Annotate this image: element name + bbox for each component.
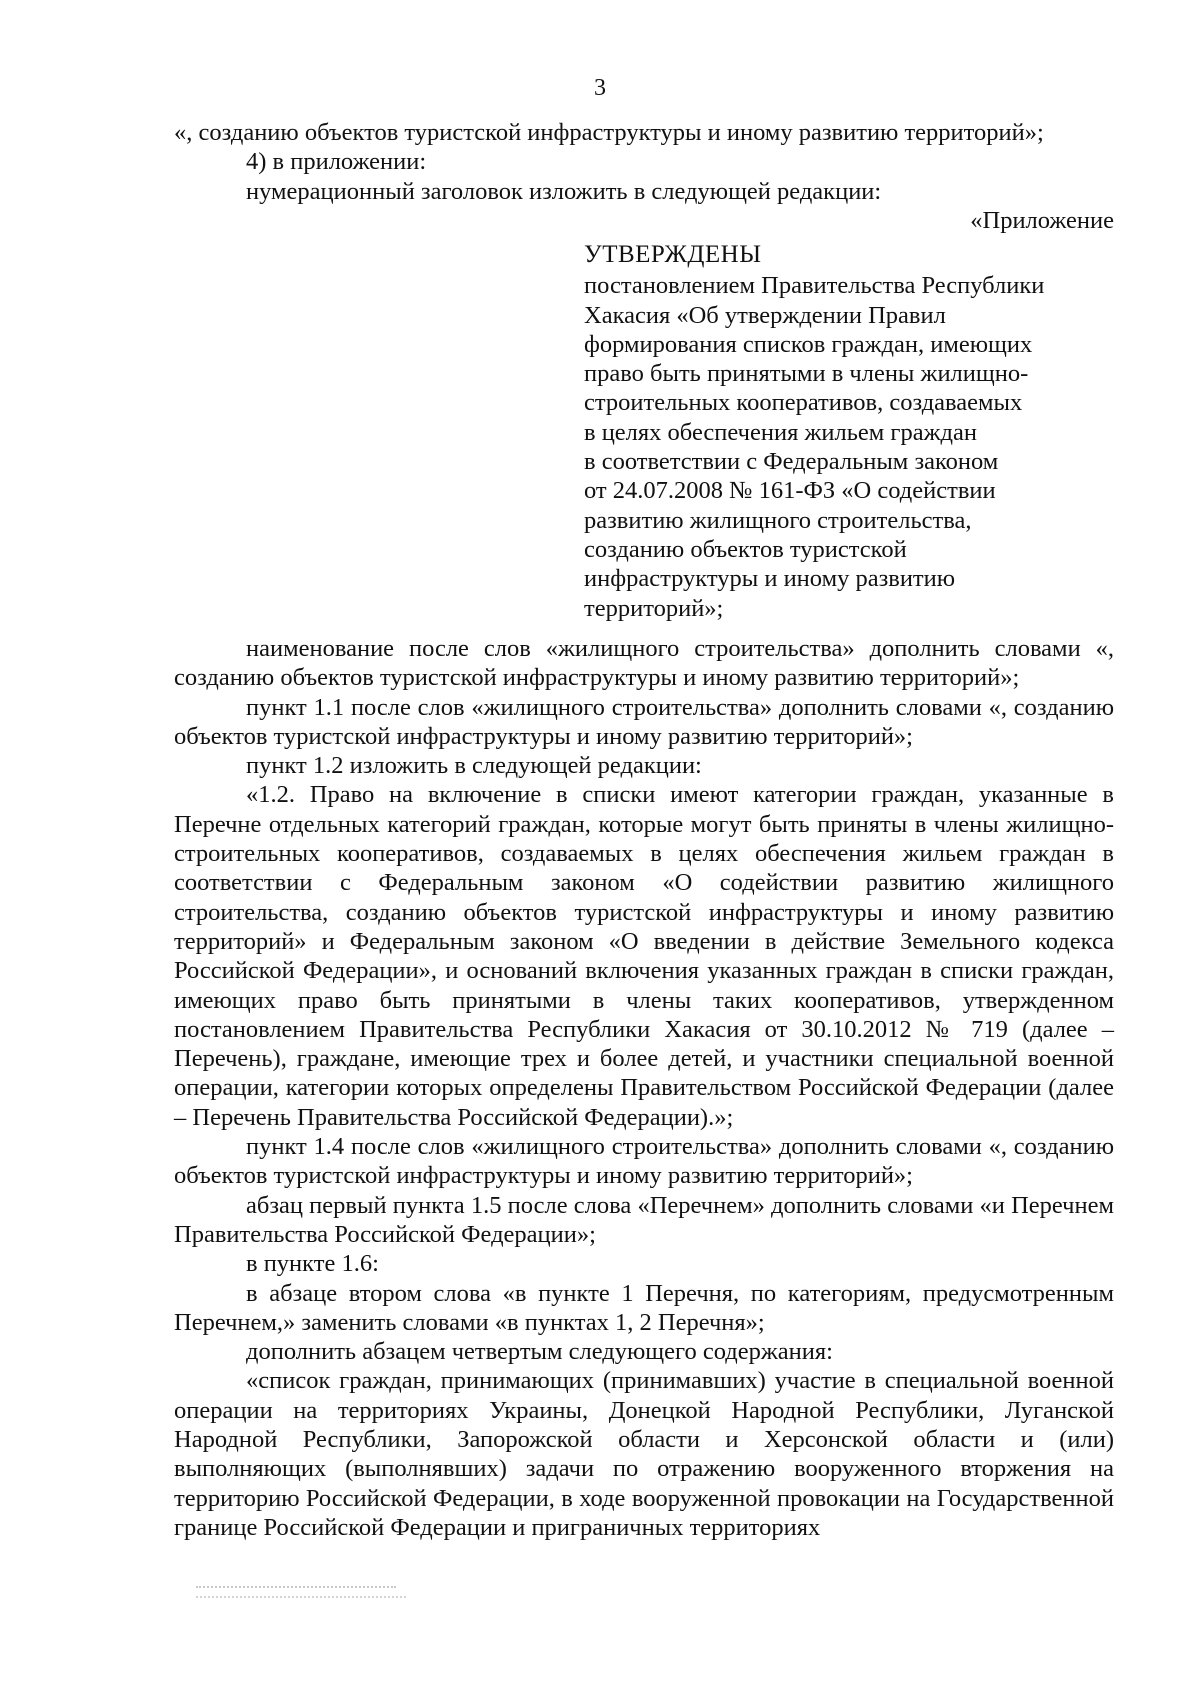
approval-line: в целях обеспечения жильем граждан — [584, 418, 977, 446]
paragraph-point-1-6-intro: в пункте 1.6: — [246, 1250, 379, 1278]
approval-line: инфраструктуры и иному развитию — [584, 565, 956, 593]
approval-block — [584, 240, 1104, 623]
paragraph-amendment-tail: «, созданию объектов туристской инфраструктуры и иному развитию территорий»; — [174, 119, 1044, 146]
paragraph-point-1-4: пункт 1.4 после слов «жилищного строительства» дополнить словами «, созданию объектов туристской инфраструктуры и иному развитию территорий»; — [174, 1133, 1114, 1190]
paragraph-item-4: 4) в приложении: — [246, 148, 427, 176]
approval-line: созданию объектов туристской — [584, 535, 907, 563]
approval-line: Хакасия «Об утверждении Правил — [584, 301, 946, 329]
paragraph-heading-instruction: нумерационный заголовок изложить в следующей редакции: — [246, 177, 882, 205]
approval-line: формирования списков граждан, имеющих — [584, 330, 1033, 358]
faded-stamp-mark — [196, 1582, 406, 1610]
approval-line: постановлением Правительства Республики — [584, 272, 1045, 300]
approval-line: в соответствии с Федеральным законом — [584, 448, 999, 476]
main-text-block — [174, 634, 1114, 1542]
top-text-block — [174, 118, 1114, 235]
paragraph-point-1-6-fourth-intro: дополнить абзацем четвертым следующего содержания: — [246, 1338, 833, 1366]
approval-line: территорий»; — [584, 594, 724, 622]
paragraph-point-1-1: пункт 1.1 после слов «жилищного строительства» дополнить словами «, созданию объектов туристской инфраструктуры и иному развитию территорий»; — [174, 693, 1114, 750]
approval-line: строительных кооперативов, создаваемых — [584, 389, 1023, 417]
paragraph-point-1-2-intro: пункт 1.2 изложить в следующей редакции: — [246, 752, 702, 780]
paragraph-point-1-2-text: «1.2. Право на включение в списки имеют категории граждан, указанные в Перечне отдельных категорий граждан, которые могут быть приняты в члены жилищно-строительных кооперативов, создаваемых в целях обеспечения жильем граждан в соответствии с Федеральным законом «О содействии развитию жилищного строительства, созданию объектов туристской инфраструктуры и иному развитию территорий» и Федеральным законом «О введении в действие Земельного кодекса Российской Федерации», и оснований включения указанных граждан в списки граждан, имеющих право быть принятыми в члены таких кооперативов, утвержденном постановлением Правительства Республики Хакасия от 30.10.2012 № 719 (далее – Перечень), граждане, имеющие трех и более детей, и участники специальной военной операции, категории которых определены Правительством Российской Федерации (далее – Перечень Правительства Российской Федерации).»; — [174, 781, 1114, 1131]
appendix-label: «Приложение — [970, 206, 1114, 234]
approval-line: развитию жилищного строительства, — [584, 506, 972, 534]
paragraph-list-of-citizens: «список граждан, принимающих (принимавших) участие в специальной военной операции на территориях Украины, Донецкой Народной Республики, Луганской Народной Республики, Запорожской области и Херсонской области и (или) выполняющих (выполнявших) задачи по отражению вооруженного вторжения на территорию Российской Федерации, в ходе вооруженной провокации на Государственной границе Российской Федерации и приграничных территориях — [174, 1367, 1114, 1541]
paragraph-name-amendment: наименование после слов «жилищного строительства» дополнить словами «, созданию объектов туристской инфраструктуры и иному развитию территорий»; — [174, 635, 1114, 692]
paragraph-point-1-6-second: в абзаце втором слова «в пункте 1 Перечня, по категориям, предусмотренным Перечнем,» заменить словами «в пунктах 1, 2 Перечня»; — [174, 1279, 1114, 1336]
approval-heading: УТВЕРЖДЕНЫ — [584, 241, 762, 268]
approval-line: право быть принятыми в члены жилищно- — [584, 360, 1029, 388]
approval-line: от 24.07.2008 № 161-ФЗ «О содействии — [584, 477, 996, 505]
paragraph-point-1-5: абзац первый пункта 1.5 после слова «Перечнем» дополнить словами «и Перечнем Правительства Российской Федерации»; — [174, 1191, 1114, 1248]
page-number: 3 — [594, 75, 606, 101]
